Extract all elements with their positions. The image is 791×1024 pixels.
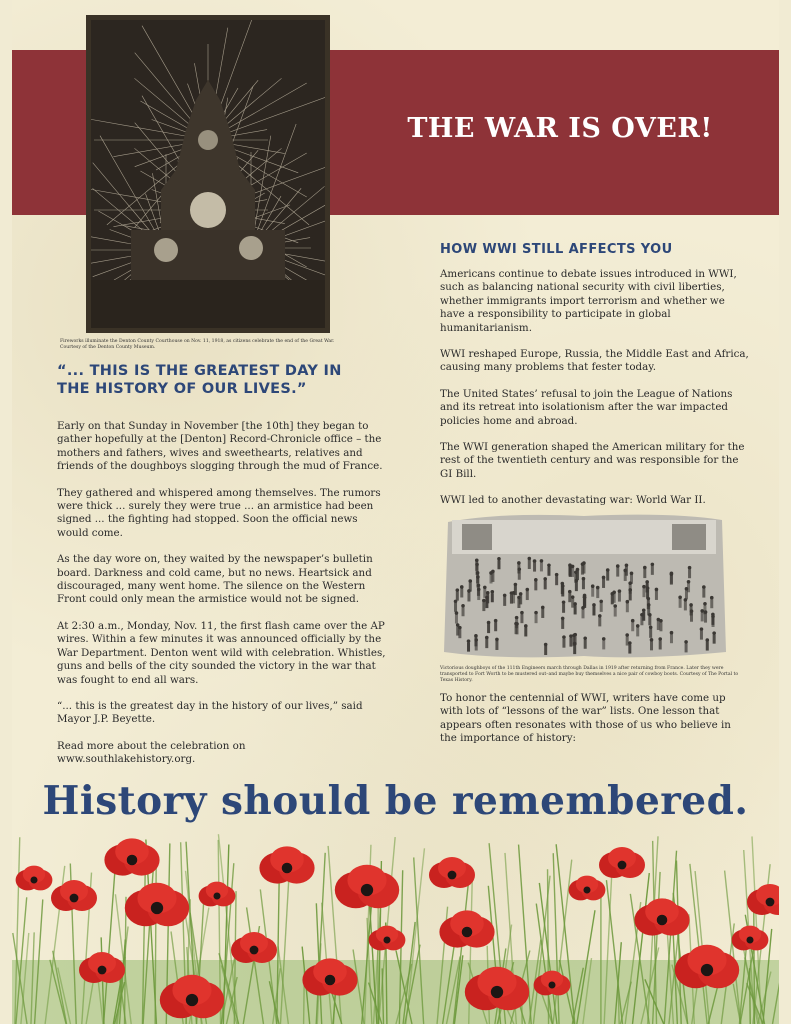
poppy-meadow-illustration bbox=[12, 820, 779, 1024]
closing-paragraph: To honor the centennial of WWI, writers have come up with lots of “lessons of the war” lists. One lesson that appears often resonates with those of us who believe in the importance of history: bbox=[440, 692, 731, 745]
left-paragraph: They gathered and whispered among themselves. The rumors were thick ... surely they were true ... an armistice had been signed ... the fighting had stopped. Soon the official news would come. bbox=[57, 486, 381, 539]
right-paragraph: WWI led to another devastating war: World War II. bbox=[440, 494, 706, 507]
courthouse-fireworks-photo bbox=[86, 15, 330, 333]
parade-photo bbox=[442, 512, 726, 660]
courthouse-photo-caption: Fireworks illuminate the Denton County Courthouse on Nov. 11, 1918, as citizens celebrate the end of the Great War. Courtesy of the Denton County Museum. bbox=[60, 339, 335, 350]
right-paragraph: The United States’ refusal to join the League of Nations and its retreat into isolationism after the war impacted policies home and abroad. bbox=[440, 387, 733, 427]
left-paragraph: “... this is the greatest day in the history of our lives,” said Mayor J.P. Beyette. bbox=[57, 699, 363, 726]
left-article bbox=[57, 420, 387, 780]
right-paragraph: The WWI generation shaped the American military for the rest of the twentieth century and was responsible for the GI Bill. bbox=[440, 441, 745, 480]
parade-photo-caption: Victorious doughboys of the 111th Engineers march through Dallas in 1919 after returning from France. Later they were transported to Fort Worth to be mustered out–and maybe buy themselves a nice pair of cowboy boots. Courtesy of The Portal to Texas History. bbox=[440, 666, 739, 683]
footer-tagline: History should be remembered. bbox=[42, 778, 749, 824]
right-heading: HOW WWI STILL AFFECTS YOU bbox=[440, 242, 673, 257]
left-heading: “... THIS IS THE GREATEST DAY IN THE HISTORY OF OUR LIVES.” bbox=[57, 363, 342, 397]
left-paragraph: At 2:30 a.m., Monday, Nov. 11, the first flash came over the AP wires. Within a few minutes it was announced officially by the War Department. Denton went wild with celebration. Whistles, guns and bells of the city sounded the victory in the war that was fought to end all wars. bbox=[57, 619, 386, 686]
right-article bbox=[440, 268, 750, 521]
left-paragraph: As the day wore on, they waited by the newspaper’s bulletin board. Darkness and cold came, but no news. Heartsick and discouraged, many went home. The silence on the Western Front could only mean the armistice would not be signed. bbox=[57, 553, 373, 606]
right-paragraph: WWI reshaped Europe, Russia, the Middle East and Africa, causing many problems that fester today. bbox=[440, 348, 749, 374]
left-paragraph: Early on that Sunday in November [the 10th] they began to gather hopefully at the [Denton] Record-Chronicle office – the mothers and fathers, wives and sweethearts, relatives and friends of the doughboys slogging through the mud of France. bbox=[57, 420, 383, 473]
page-title: THE WAR IS OVER! bbox=[407, 113, 713, 144]
left-paragraph: Read more about the celebration on www.southlakehistory.org. bbox=[57, 739, 246, 766]
right-paragraph: Americans continue to debate issues introduced in WWI, such as balancing national security with civil liberties, whether immigrants import terrorism and whether we have a responsibility to participate in global humanitarianism. bbox=[440, 268, 737, 334]
